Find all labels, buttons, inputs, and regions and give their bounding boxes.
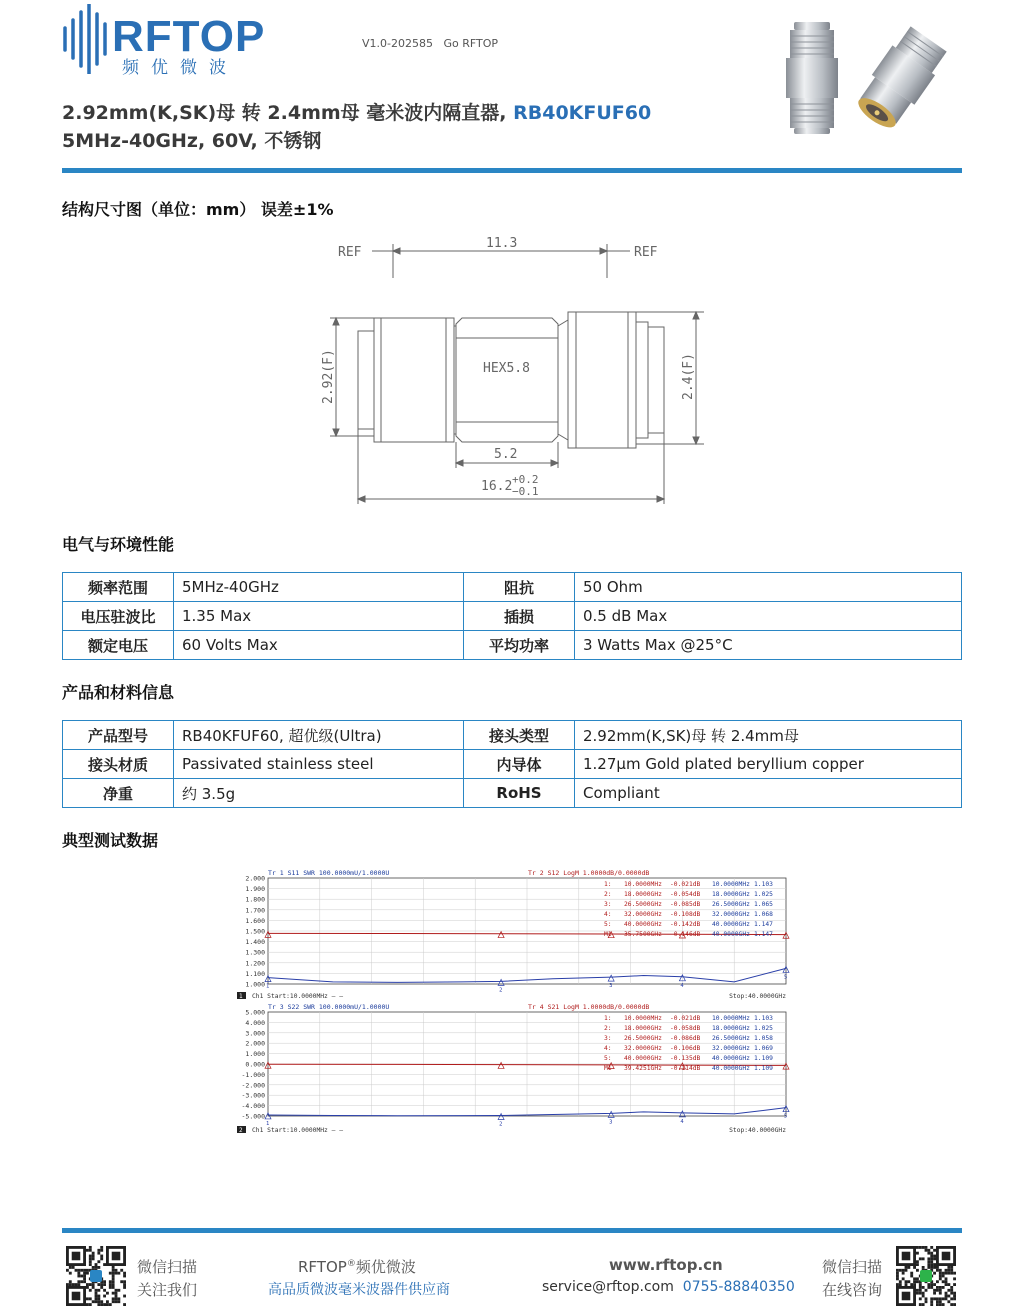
footer-divider [62, 1228, 962, 1233]
y-tick-label: 1.000 [245, 1050, 265, 1059]
marker-number: 2 [499, 987, 503, 994]
marker-index: 3: [604, 1035, 612, 1042]
logo-wordmark: RFTOP [112, 12, 266, 61]
spec-value: 2.92mm(K,SK)母 转 2.4mm母 [575, 721, 962, 750]
marker-number: 1 [266, 983, 270, 990]
footer-brand-name: RFTOP [298, 1258, 347, 1276]
trace-header: Tr 1 S11 SWR 100.0000mU/1.0000U [268, 869, 390, 877]
footer-slogan: 高品质微波毫米波器件供应商 [268, 1282, 450, 1298]
logo-waves-icon [62, 4, 114, 74]
marker-value: -0.054dB [670, 891, 701, 898]
marker-number: 3 [609, 983, 613, 990]
marker-value: -0.058dB [670, 1025, 701, 1032]
marker-value: 1.109 [754, 1055, 773, 1062]
marker-value: 1.068 [754, 911, 773, 918]
spec-value: Compliant [575, 779, 962, 808]
marker-index: 5: [604, 921, 612, 928]
marker-freq: 26.5000GHz [624, 1035, 662, 1042]
product-photo-icon [780, 12, 960, 142]
marker-freq: 32.0000GHz [624, 1045, 662, 1052]
marker-number: 1 [266, 1120, 270, 1127]
spec-value: 50 Ohm [575, 573, 962, 602]
marker-triangle [498, 1062, 504, 1068]
spec-key: 产品型号 [63, 721, 174, 750]
table-row [63, 750, 962, 779]
dim-top-label: 11.3 [486, 236, 518, 251]
marker-value: 1.109 [754, 1065, 773, 1072]
marker-value: -0.135dB [670, 1055, 701, 1062]
y-tick-label: 2.000 [245, 1039, 265, 1048]
ref-right-label: REF [634, 245, 658, 260]
marker-freq: 32.0000GHz [624, 911, 662, 918]
marker-value: 1.103 [754, 881, 773, 888]
y-tick-label: 4.000 [245, 1018, 265, 1027]
spec-key: RoHS [464, 779, 575, 808]
marker-triangle [498, 979, 504, 985]
marker-freq: 10.0000MHz [624, 881, 662, 888]
y-tick-label: 1.000 [245, 980, 265, 989]
product-title [62, 98, 651, 125]
footer-follow-us: 关注我们 [137, 1281, 198, 1299]
spec-key: 平均功率 [464, 631, 575, 660]
product-title-main: 2.92mm(K,SK)母 转 2.4mm母 毫米波内隔直器, [62, 102, 514, 124]
marker-freq: 40.0000GHz [712, 921, 750, 928]
go-rftop-link[interactable]: Go RFTOP [443, 37, 499, 50]
footer-email[interactable]: service@rftop.com [542, 1279, 674, 1295]
y-tick-label: 1.900 [245, 885, 265, 894]
left-dia-label: 2.92(F) [321, 349, 336, 404]
marker-value: -0.106dB [670, 1045, 701, 1052]
marker-index: 2: [604, 1025, 612, 1032]
test-section-title: 典型测试数据 [62, 831, 159, 850]
y-tick-label: 1.300 [245, 948, 265, 957]
footer-wechat-scan-2: 微信扫描 [822, 1258, 883, 1276]
marker-freq: 40.0000GHz [712, 1065, 750, 1072]
table-row [63, 573, 962, 602]
version-label [362, 37, 498, 50]
marker-freq: 18.0000GHz [712, 1025, 750, 1032]
spec-key: 阻抗 [464, 573, 575, 602]
y-tick-label: 1.600 [245, 916, 265, 925]
spec-value: 60 Volts Max [174, 631, 464, 660]
spec-value: 3 Watts Max @25°C [575, 631, 962, 660]
vna-chart [234, 866, 794, 1136]
y-tick-label: 1.500 [245, 927, 265, 936]
trace-header: Tr 3 S22 SWR 100.0000mU/1.0000U [268, 1003, 390, 1011]
footer-phone[interactable]: 0755-88840350 [682, 1279, 795, 1295]
y-tick-label: -5.000 [241, 1112, 265, 1121]
spec-value: Passivated stainless steel [174, 750, 464, 779]
marker-value: 1.025 [754, 891, 773, 898]
channel-number: 1 [239, 993, 243, 1000]
marker-value: 1.103 [754, 1015, 773, 1022]
table-row [63, 631, 962, 660]
spec-key: 电压驻波比 [63, 602, 174, 631]
table-row [63, 779, 962, 808]
footer-brand [298, 1256, 416, 1277]
footer-brand-cn: 频优微波 [355, 1258, 416, 1276]
marker-number: 4 [680, 1118, 684, 1125]
footer-contact [542, 1279, 795, 1295]
spec-value: 5MHz-40GHz [174, 573, 464, 602]
spec-key: 插损 [464, 602, 575, 631]
stop-frequency: Stop:40.0000GHz [729, 993, 786, 1000]
footer-brand-reg: ® [346, 1259, 356, 1269]
marker-freq: 40.0000GHz [712, 931, 750, 938]
marker-freq: 18.0000GHz [712, 891, 750, 898]
marker-index: 2: [604, 891, 612, 898]
marker-freq: 10.0000MHz [712, 881, 750, 888]
dim-hex-label: 5.2 [494, 447, 518, 462]
marker-value: -0.114dB [670, 1065, 701, 1072]
marker-freq: 40.0000GHz [624, 921, 662, 928]
marker-freq: 32.0000GHz [712, 1045, 750, 1052]
spec-key: 接头类型 [464, 721, 575, 750]
marker-index: 5: [604, 1055, 612, 1062]
marker-triangle [608, 1111, 614, 1117]
materials-section-title: 产品和材料信息 [62, 683, 175, 702]
marker-value: -0.142dB [670, 921, 701, 928]
marker-index: 4: [604, 1045, 612, 1052]
spec-key: 内导体 [464, 750, 575, 779]
spec-key: 接头材质 [63, 750, 174, 779]
materials-table [62, 720, 962, 808]
qr-code-follow-icon[interactable] [66, 1246, 126, 1306]
y-tick-label: -3.000 [241, 1091, 265, 1100]
marker-index: M1 [604, 931, 612, 938]
y-tick-label: -2.000 [241, 1081, 265, 1090]
tol-plus-label: +0.2 [512, 473, 539, 486]
marker-value: 1.065 [754, 901, 773, 908]
y-tick-label: 2.000 [245, 874, 265, 883]
vna-panel-bottom [237, 1003, 789, 1134]
marker-index: 3: [604, 901, 612, 908]
table-row [63, 602, 962, 631]
marker-value: 1.147 [754, 921, 773, 928]
y-tick-label: 1.200 [245, 959, 265, 968]
marker-freq: 10.0000MHz [712, 1015, 750, 1022]
spec-value: RB40KFUF60, 超优级(Ultra) [174, 721, 464, 750]
y-tick-label: 1.400 [245, 938, 265, 947]
start-frequency: Ch1 Start:10.0000MHz — — [252, 993, 343, 1000]
spec-key: 频率范围 [63, 573, 174, 602]
marker-value: -0.108dB [670, 911, 701, 918]
drawing-section-title: 结构尺寸图（单位：mm） 误差±1% [62, 200, 334, 219]
dim-total-label: 16.2 [481, 479, 513, 494]
footer-wechat-scan: 微信扫描 [137, 1258, 198, 1276]
marker-value: -0.086dB [670, 1035, 701, 1042]
y-tick-label: 3.000 [245, 1029, 265, 1038]
product-subtitle: 5MHz-40GHz, 60V, 不锈钢 [62, 130, 322, 152]
marker-triangle [498, 1113, 504, 1119]
stop-frequency: Stop:40.0000GHz [729, 1127, 786, 1134]
marker-number: 2 [499, 1121, 503, 1128]
version-number: V1.0-202585 [362, 37, 433, 50]
marker-number: 3 [609, 1119, 613, 1126]
dimension-drawing [316, 228, 716, 508]
ref-left-label: REF [338, 245, 362, 260]
marker-value: -0.021dB [670, 1015, 701, 1022]
marker-freq: 40.0000GHz [624, 1055, 662, 1062]
product-model: RB40KFUF60 [513, 102, 652, 124]
footer-online-consult: 在线咨询 [822, 1281, 883, 1299]
spec-value: 1.35 Max [174, 602, 464, 631]
spec-value: 0.5 dB Max [575, 602, 962, 631]
hex-label: HEX5.8 [483, 361, 530, 376]
y-tick-label: 5.000 [245, 1008, 265, 1017]
right-dia-label: 2.4(F) [681, 353, 696, 400]
marker-freq: 35.7500GHz [624, 931, 662, 938]
header-divider [62, 168, 962, 173]
marker-index: 1: [604, 881, 612, 888]
electrical-table [62, 572, 962, 660]
logo [62, 4, 272, 78]
marker-value: 1.147 [754, 931, 773, 938]
marker-value: -0.021dB [670, 881, 701, 888]
marker-index: 1: [604, 1015, 612, 1022]
marker-freq: 26.5000GHz [712, 901, 750, 908]
marker-triangle [498, 932, 504, 938]
marker-freq: 18.0000GHz [624, 1025, 662, 1032]
y-tick-label: -4.000 [241, 1102, 265, 1111]
y-tick-label: 1.700 [245, 906, 265, 915]
marker-number: 5 [784, 1113, 788, 1120]
marker-freq: 18.0000GHz [624, 891, 662, 898]
marker-freq: 26.5000GHz [624, 901, 662, 908]
footer-website[interactable]: www.rftop.cn [609, 1256, 723, 1274]
marker-triangle [608, 975, 614, 981]
y-tick-label: -1.000 [241, 1070, 265, 1079]
marker-value: -0.146dB [670, 931, 701, 938]
marker-freq: 32.0000GHz [712, 911, 750, 918]
marker-freq: 26.5000GHz [712, 1035, 750, 1042]
start-frequency: Ch1 Start:10.0000MHz — — [252, 1127, 343, 1134]
marker-number: 4 [680, 982, 684, 989]
spec-key: 额定电压 [63, 631, 174, 660]
trace-header: Tr 4 S21 LogM 1.0000dB/0.0000dB [528, 1003, 650, 1011]
y-tick-label: 1.100 [245, 969, 265, 978]
marker-freq: 10.0000MHz [624, 1015, 662, 1022]
spec-key: 净重 [63, 779, 174, 808]
marker-number: 5 [784, 974, 788, 981]
marker-index: M1 [604, 1065, 612, 1072]
electrical-section-title: 电气与环境性能 [62, 535, 175, 554]
table-row [63, 721, 962, 750]
marker-index: 4: [604, 911, 612, 918]
spec-value: 约 3.5g [174, 779, 464, 808]
tol-minus-label: −0.1 [512, 485, 539, 498]
logo-chinese: 频优微波 [122, 58, 238, 78]
marker-value: -0.085dB [670, 901, 701, 908]
trace-header: Tr 2 S12 LogM 1.0000dB/0.0000dB [528, 869, 650, 877]
marker-freq: 40.0000GHz [712, 1055, 750, 1062]
y-tick-label: 1.800 [245, 895, 265, 904]
vna-panel-top [237, 869, 789, 1000]
spec-value: 1.27μm Gold plated beryllium copper [575, 750, 962, 779]
qr-code-consult-icon[interactable] [896, 1246, 956, 1306]
marker-value: 1.069 [754, 1045, 773, 1052]
marker-value: 1.025 [754, 1025, 773, 1032]
channel-number: 2 [239, 1127, 243, 1134]
y-tick-label: 0.000 [245, 1060, 265, 1069]
marker-value: 1.058 [754, 1035, 773, 1042]
marker-freq: 39.4251GHz [624, 1065, 662, 1072]
